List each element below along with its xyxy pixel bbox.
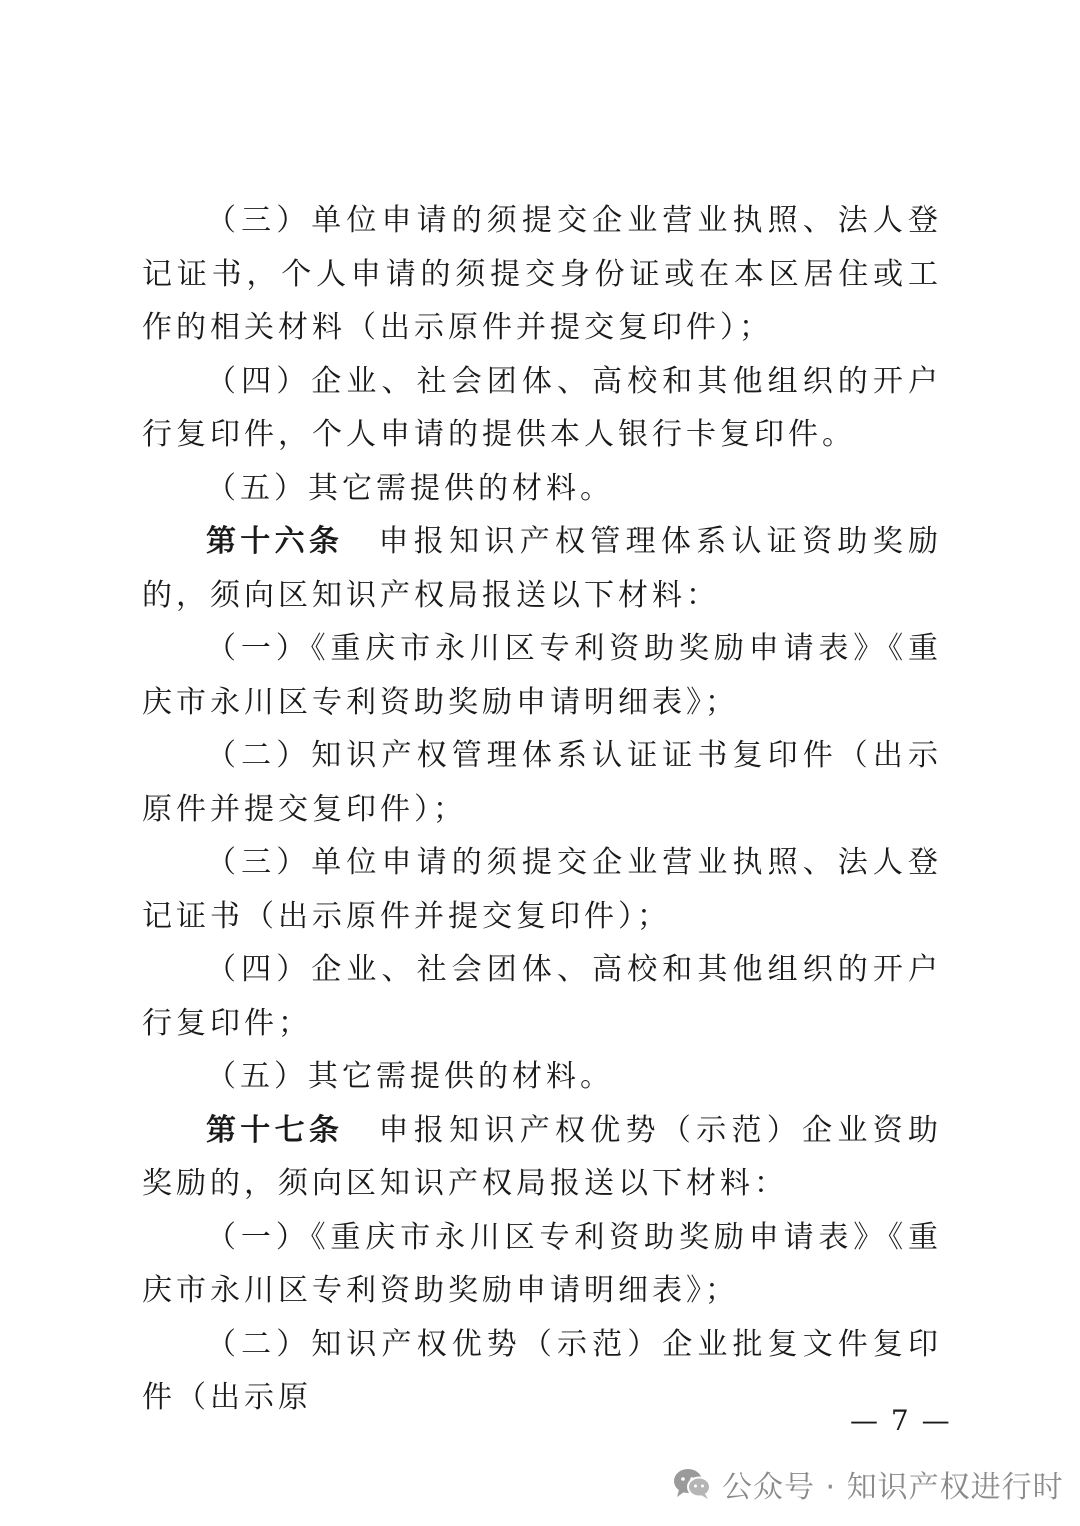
paragraph-item-4-bank (142, 355, 942, 462)
paragraph-item-1-forms (142, 1211, 942, 1318)
watermark-text: 公众号 · 知识产权进行时 (722, 1470, 1064, 1505)
paragraph-item-2-approval (142, 1318, 942, 1425)
paragraph-item-1-forms (142, 622, 942, 729)
paragraph-text: （五）其它需提供的材料。 (206, 470, 614, 506)
page-number: — 7 — (850, 1404, 952, 1437)
paragraph-item-2-certificate (142, 729, 942, 836)
article-17-heading: 第十七条 (206, 1112, 344, 1148)
paragraph-text: （二）知识产权优势（示范）企业批复文件复印件（出示原 (142, 1326, 942, 1415)
paragraph-text: （一）《重庆市永川区专利资助奖励申请表》《重庆市永川区专利资助奖励申请明细表》； (142, 1219, 942, 1308)
paragraph-text: （四）企业、社会团体、高校和其他组织的开户行复印件，个人申请的提供本人银行卡复印件。 (142, 363, 942, 452)
paragraph-item-4-bank (142, 943, 942, 1050)
paragraph-text: （五）其它需提供的材料。 (206, 1059, 614, 1094)
article-17-text: 申报知识产权优势（示范）企业资助奖励的，须向区知识产权局报送以下材料： (142, 1112, 943, 1201)
paragraph-item-5-other (142, 462, 942, 516)
wechat-watermark (672, 1460, 1064, 1508)
paragraph-item-5-other (142, 1050, 942, 1104)
paragraph-text: （四）企业、社会团体、高校和其他组织的开户行复印件； (142, 952, 942, 1041)
article-16 (142, 515, 942, 622)
article-16-heading: 第十六条 (206, 524, 344, 559)
document-body (142, 194, 942, 1425)
paragraph-text: （三）单位申请的须提交企业营业执照、法人登记证书，个人申请的须提交身份证或在本区居住或工作的相关材料（出示原件并提交复印件）； (142, 203, 942, 345)
paragraph-item-3-unit (142, 836, 942, 943)
wechat-icon (672, 1466, 712, 1502)
article-16-text: 申报知识产权管理体系认证资助奖励的，须向区知识产权局报送以下材料： (142, 524, 943, 613)
paragraph-text: （二）知识产权管理体系认证证书复印件（出示原件并提交复印件）； (142, 738, 942, 827)
paragraph-text: （一）《重庆市永川区专利资助奖励申请表》《重庆市永川区专利资助奖励申请明细表》； (142, 631, 942, 720)
paragraph-text: （三）单位申请的须提交企业营业执照、法人登记证书（出示原件并提交复印件）； (142, 845, 942, 934)
article-17 (142, 1104, 942, 1211)
paragraph-item-3-unit (142, 194, 942, 355)
